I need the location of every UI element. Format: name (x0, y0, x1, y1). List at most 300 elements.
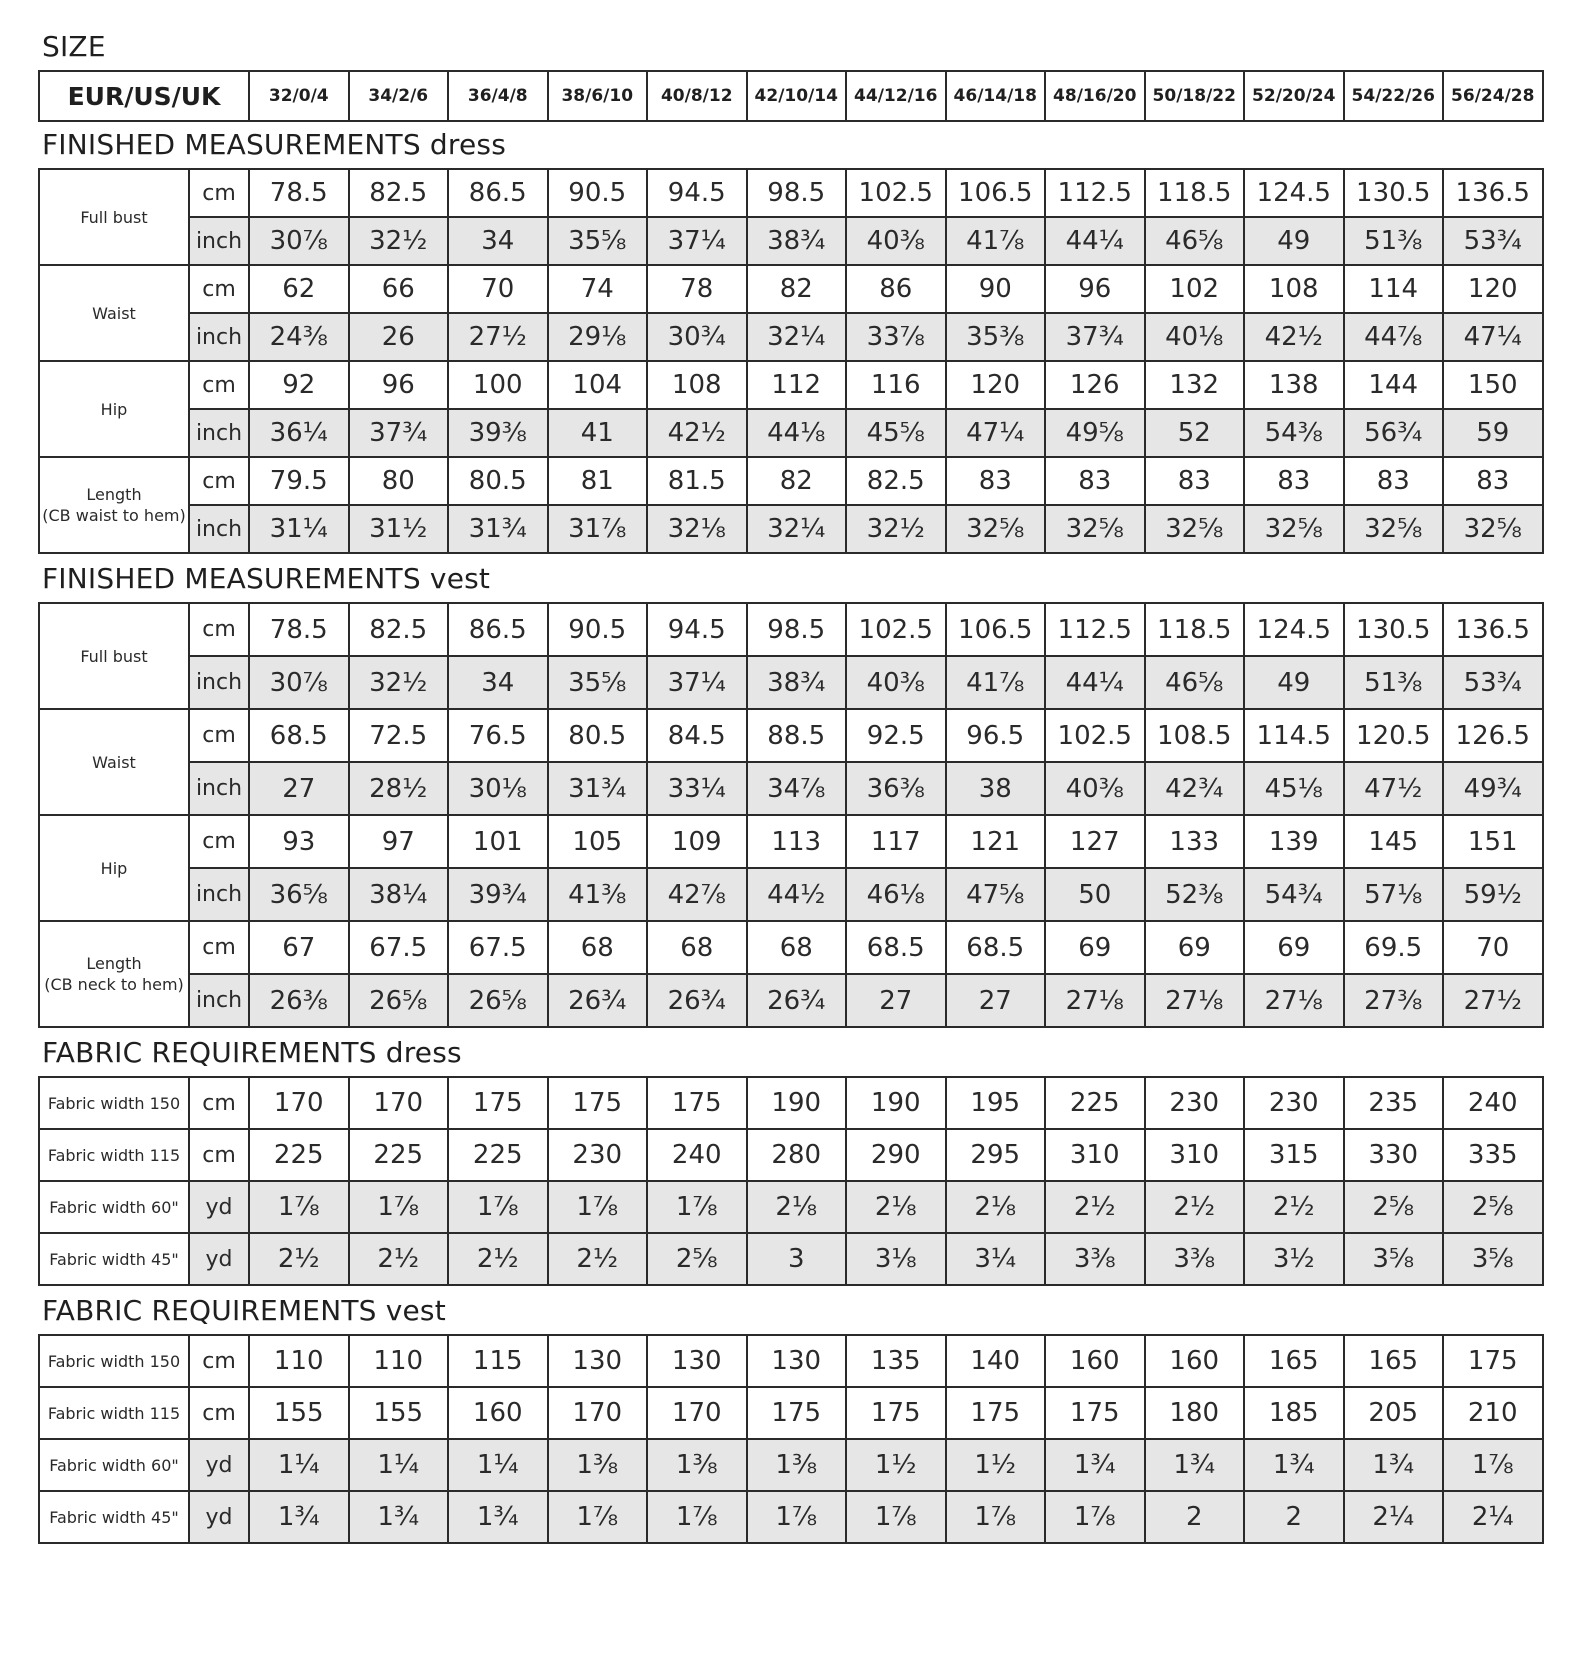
measurement-label-text: Waist (92, 752, 136, 772)
measurement-label-text: Hip (100, 858, 128, 878)
value-cell: 67.5 (349, 921, 449, 974)
fabric-width-label: Fabric width 115 (39, 1129, 189, 1181)
measurement-row (39, 361, 1543, 409)
value-cell: 86.5 (448, 603, 548, 656)
value-cell: 47½ (1344, 762, 1444, 815)
value-cell: 53¾ (1443, 217, 1543, 265)
value-cell: 1⅜ (548, 1439, 648, 1491)
unit-cell: cm (189, 1077, 249, 1129)
value-cell: 83 (1145, 457, 1245, 505)
value-cell: 140 (946, 1335, 1046, 1387)
measurement-row (39, 868, 1543, 921)
value-cell: 1⅞ (249, 1181, 349, 1233)
value-cell: 130 (548, 1335, 648, 1387)
value-cell: 3⅝ (1443, 1233, 1543, 1285)
value-cell: 155 (249, 1387, 349, 1439)
measurement-row (39, 709, 1543, 762)
unit-cell: cm (189, 169, 249, 217)
size-header-cell: 48/16/20 (1045, 71, 1145, 121)
value-cell: 80.5 (448, 457, 548, 505)
value-cell: 46⅝ (1145, 656, 1245, 709)
value-cell: 38 (946, 762, 1046, 815)
measurement-label-text: Waist (92, 303, 136, 323)
value-cell: 92 (249, 361, 349, 409)
measurement-sublabel: (CB neck to hem) (44, 975, 184, 994)
unit-cell: yd (189, 1181, 249, 1233)
measurement-row (39, 762, 1543, 815)
measurement-label-text: Length (86, 485, 142, 504)
value-cell: 78.5 (249, 603, 349, 656)
value-cell: 108 (647, 361, 747, 409)
value-cell: 170 (647, 1387, 747, 1439)
size-header-cell: 50/18/22 (1145, 71, 1245, 121)
measurement-label (39, 709, 189, 815)
value-cell: 32½ (349, 217, 449, 265)
value-cell: 26¾ (548, 974, 648, 1027)
measurement-row (39, 505, 1543, 553)
value-cell: 40⅜ (1045, 762, 1145, 815)
measurement-label-text: Hip (100, 399, 128, 419)
value-cell: 1¼ (349, 1439, 449, 1491)
value-cell: 160 (448, 1387, 548, 1439)
value-cell: 120 (1443, 265, 1543, 313)
measurement-row (39, 265, 1543, 313)
value-cell: 27½ (1443, 974, 1543, 1027)
measurement-row (39, 457, 1543, 505)
value-cell: 110 (349, 1335, 449, 1387)
value-cell: 230 (1145, 1077, 1245, 1129)
value-cell: 175 (747, 1387, 847, 1439)
unit-cell: inch (189, 656, 249, 709)
value-cell: 37¼ (647, 656, 747, 709)
value-cell: 90.5 (548, 603, 648, 656)
value-cell: 96.5 (946, 709, 1046, 762)
unit-cell: cm (189, 709, 249, 762)
value-cell: 2⅝ (1344, 1181, 1444, 1233)
value-cell: 2½ (249, 1233, 349, 1285)
value-cell: 67.5 (448, 921, 548, 974)
value-cell: 114.5 (1244, 709, 1344, 762)
value-cell: 240 (1443, 1077, 1543, 1129)
value-cell: 35⅝ (548, 656, 648, 709)
measurement-label (39, 457, 189, 553)
value-cell: 101 (448, 815, 548, 868)
value-cell: 44¼ (1045, 217, 1145, 265)
value-cell: 49¾ (1443, 762, 1543, 815)
value-cell: 53¾ (1443, 656, 1543, 709)
value-cell: 136.5 (1443, 603, 1543, 656)
value-cell: 31½ (349, 505, 449, 553)
value-cell: 40⅜ (846, 217, 946, 265)
value-cell: 127 (1045, 815, 1145, 868)
value-cell: 27⅛ (1045, 974, 1145, 1027)
value-cell: 133 (1145, 815, 1245, 868)
value-cell: 32⅝ (1145, 505, 1245, 553)
value-cell: 1¾ (1344, 1439, 1444, 1491)
size-header-cell: 54/22/26 (1344, 71, 1444, 121)
value-cell: 310 (1045, 1129, 1145, 1181)
value-cell: 59½ (1443, 868, 1543, 921)
unit-cell: cm (189, 457, 249, 505)
value-cell: 81.5 (647, 457, 747, 505)
value-cell: 335 (1443, 1129, 1543, 1181)
value-cell: 41⅜ (548, 868, 648, 921)
unit-cell: cm (189, 603, 249, 656)
unit-cell: cm (189, 265, 249, 313)
value-cell: 230 (548, 1129, 648, 1181)
value-cell: 74 (548, 265, 648, 313)
value-cell: 86.5 (448, 169, 548, 217)
finished-vest-title: FINISHED MEASUREMENTS vest (42, 562, 491, 595)
value-cell: 2½ (1045, 1181, 1145, 1233)
value-cell: 116 (846, 361, 946, 409)
value-cell: 175 (448, 1077, 548, 1129)
value-cell: 1⅞ (647, 1491, 747, 1543)
value-cell: 112.5 (1045, 169, 1145, 217)
value-cell: 44⅛ (747, 409, 847, 457)
value-cell: 205 (1344, 1387, 1444, 1439)
fabric-width-label: Fabric width 45" (39, 1233, 189, 1285)
value-cell: 1¼ (249, 1439, 349, 1491)
value-cell: 175 (1443, 1335, 1543, 1387)
value-cell: 1¾ (448, 1491, 548, 1543)
value-cell: 50 (1045, 868, 1145, 921)
value-cell: 1½ (846, 1439, 946, 1491)
value-cell: 31¾ (548, 762, 648, 815)
value-cell: 90 (946, 265, 1046, 313)
value-cell: 54¾ (1244, 868, 1344, 921)
value-cell: 42⅞ (647, 868, 747, 921)
value-cell: 83 (1244, 457, 1344, 505)
value-cell: 114 (1344, 265, 1444, 313)
value-cell: 47¼ (946, 409, 1046, 457)
value-cell: 33⅞ (846, 313, 946, 361)
value-cell: 1⅜ (747, 1439, 847, 1491)
measurement-label (39, 265, 189, 361)
value-cell: 44½ (747, 868, 847, 921)
value-cell: 2 (1244, 1491, 1344, 1543)
measurement-label (39, 361, 189, 457)
value-cell: 96 (349, 361, 449, 409)
value-cell: 26⅝ (448, 974, 548, 1027)
value-cell: 83 (1344, 457, 1444, 505)
value-cell: 68.5 (946, 921, 1046, 974)
value-cell: 1¼ (448, 1439, 548, 1491)
value-cell: 112.5 (1045, 603, 1145, 656)
value-cell: 1⅞ (349, 1181, 449, 1233)
fabric-width-label: Fabric width 45" (39, 1491, 189, 1543)
value-cell: 32⅝ (1045, 505, 1145, 553)
measurement-row (39, 656, 1543, 709)
measurement-label (39, 921, 189, 1027)
value-cell: 28½ (349, 762, 449, 815)
unit-cell: cm (189, 1129, 249, 1181)
value-cell: 130.5 (1344, 169, 1444, 217)
value-cell: 32⅝ (1244, 505, 1344, 553)
value-cell: 30⅞ (249, 217, 349, 265)
value-cell: 1¾ (1045, 1439, 1145, 1491)
value-cell: 24⅜ (249, 313, 349, 361)
value-cell: 38¾ (747, 656, 847, 709)
fabric-row (39, 1181, 1543, 1233)
value-cell: 52⅜ (1145, 868, 1245, 921)
fabric-row (39, 1439, 1543, 1491)
value-cell: 104 (548, 361, 648, 409)
value-cell: 240 (647, 1129, 747, 1181)
value-cell: 290 (846, 1129, 946, 1181)
value-cell: 51⅜ (1344, 217, 1444, 265)
measurement-sublabel: (CB waist to hem) (42, 506, 186, 525)
fabric-row (39, 1335, 1543, 1387)
value-cell: 315 (1244, 1129, 1344, 1181)
value-cell: 67 (249, 921, 349, 974)
size-section-title: SIZE (42, 30, 106, 63)
value-cell: 37¾ (349, 409, 449, 457)
value-cell: 1⅞ (548, 1491, 648, 1543)
size-header-cell: 56/24/28 (1443, 71, 1543, 121)
value-cell: 36⅜ (846, 762, 946, 815)
value-cell: 2⅝ (647, 1233, 747, 1285)
value-cell: 32⅛ (647, 505, 747, 553)
value-cell: 120 (946, 361, 1046, 409)
value-cell: 210 (1443, 1387, 1543, 1439)
value-cell: 59 (1443, 409, 1543, 457)
measurement-row (39, 921, 1543, 974)
value-cell: 32½ (846, 505, 946, 553)
value-cell: 3⅜ (1145, 1233, 1245, 1285)
value-cell: 92.5 (846, 709, 946, 762)
value-cell: 29⅛ (548, 313, 648, 361)
value-cell: 2½ (1145, 1181, 1245, 1233)
value-cell: 39⅜ (448, 409, 548, 457)
value-cell: 72.5 (349, 709, 449, 762)
value-cell: 36¼ (249, 409, 349, 457)
value-cell: 68.5 (846, 921, 946, 974)
value-cell: 175 (1045, 1387, 1145, 1439)
value-cell: 97 (349, 815, 449, 868)
value-cell: 27 (846, 974, 946, 1027)
value-cell: 170 (548, 1387, 648, 1439)
finished-vest-table (38, 602, 1544, 1028)
value-cell: 144 (1344, 361, 1444, 409)
value-cell: 82 (747, 265, 847, 313)
value-cell: 3⅜ (1045, 1233, 1145, 1285)
value-cell: 38¼ (349, 868, 449, 921)
value-cell: 31¼ (249, 505, 349, 553)
value-cell: 27 (946, 974, 1046, 1027)
value-cell: 49⅝ (1045, 409, 1145, 457)
value-cell: 126 (1045, 361, 1145, 409)
fabric-row (39, 1387, 1543, 1439)
value-cell: 112 (747, 361, 847, 409)
value-cell: 115 (448, 1335, 548, 1387)
value-cell: 26¾ (747, 974, 847, 1027)
unit-cell: inch (189, 762, 249, 815)
value-cell: 1¾ (1145, 1439, 1245, 1491)
size-header-cell: 36/4/8 (448, 71, 548, 121)
value-cell: 102.5 (846, 603, 946, 656)
value-cell: 2½ (1244, 1181, 1344, 1233)
value-cell: 225 (448, 1129, 548, 1181)
size-header-cell: 38/6/10 (548, 71, 648, 121)
size-header-row (39, 71, 1543, 121)
value-cell: 330 (1344, 1129, 1444, 1181)
value-cell: 34⅞ (747, 762, 847, 815)
unit-cell: inch (189, 409, 249, 457)
measurement-row (39, 603, 1543, 656)
value-cell: 62 (249, 265, 349, 313)
measurement-row (39, 974, 1543, 1027)
value-cell: 139 (1244, 815, 1344, 868)
measurement-label (39, 815, 189, 921)
value-cell: 3⅛ (846, 1233, 946, 1285)
fabric-dress-title: FABRIC REQUIREMENTS dress (42, 1036, 462, 1069)
size-header-cell: 32/0/4 (249, 71, 349, 121)
value-cell: 83 (946, 457, 1046, 505)
value-cell: 136.5 (1443, 169, 1543, 217)
value-cell: 102.5 (1045, 709, 1145, 762)
value-cell: 45⅛ (1244, 762, 1344, 815)
value-cell: 68 (747, 921, 847, 974)
value-cell: 2 (1145, 1491, 1245, 1543)
value-cell: 56¾ (1344, 409, 1444, 457)
value-cell: 165 (1244, 1335, 1344, 1387)
value-cell: 26 (349, 313, 449, 361)
unit-cell: inch (189, 505, 249, 553)
fabric-row (39, 1491, 1543, 1543)
size-table (38, 70, 1544, 122)
value-cell: 175 (647, 1077, 747, 1129)
unit-cell: cm (189, 1335, 249, 1387)
value-cell: 1⅞ (647, 1181, 747, 1233)
value-cell: 68.5 (249, 709, 349, 762)
value-cell: 130 (747, 1335, 847, 1387)
unit-cell: inch (189, 868, 249, 921)
value-cell: 170 (349, 1077, 449, 1129)
measurement-label-text: Length (86, 954, 142, 973)
value-cell: 42¾ (1145, 762, 1245, 815)
value-cell: 57⅛ (1344, 868, 1444, 921)
unit-cell: inch (189, 217, 249, 265)
fabric-row (39, 1233, 1543, 1285)
value-cell: 106.5 (946, 169, 1046, 217)
value-cell: 49 (1244, 656, 1344, 709)
value-cell: 150 (1443, 361, 1543, 409)
value-cell: 94.5 (647, 169, 747, 217)
value-cell: 27⅛ (1145, 974, 1245, 1027)
value-cell: 37¾ (1045, 313, 1145, 361)
value-cell: 69 (1244, 921, 1344, 974)
value-cell: 185 (1244, 1387, 1344, 1439)
value-cell: 26⅜ (249, 974, 349, 1027)
fabric-width-label: Fabric width 150 (39, 1335, 189, 1387)
value-cell: 36⅝ (249, 868, 349, 921)
unit-cell: yd (189, 1439, 249, 1491)
value-cell: 102.5 (846, 169, 946, 217)
unit-cell: inch (189, 974, 249, 1027)
value-cell: 70 (1443, 921, 1543, 974)
value-cell: 130 (647, 1335, 747, 1387)
size-header-cell: 46/14/18 (946, 71, 1046, 121)
value-cell: 41 (548, 409, 648, 457)
value-cell: 98.5 (747, 169, 847, 217)
value-cell: 1¾ (349, 1491, 449, 1543)
value-cell: 27 (249, 762, 349, 815)
value-cell: 34 (448, 656, 548, 709)
value-cell: 1⅜ (647, 1439, 747, 1491)
value-cell: 1⅞ (448, 1181, 548, 1233)
value-cell: 1⅞ (1443, 1439, 1543, 1491)
measurement-row (39, 313, 1543, 361)
value-cell: 1⅞ (946, 1491, 1046, 1543)
size-chart-page (38, 30, 1542, 1544)
value-cell: 2⅛ (747, 1181, 847, 1233)
value-cell: 30¾ (647, 313, 747, 361)
value-cell: 121 (946, 815, 1046, 868)
value-cell: 100 (448, 361, 548, 409)
value-cell: 32⅝ (1443, 505, 1543, 553)
value-cell: 3 (747, 1233, 847, 1285)
value-cell: 69.5 (1344, 921, 1444, 974)
value-cell: 31⅞ (548, 505, 648, 553)
value-cell: 30⅛ (448, 762, 548, 815)
value-cell: 93 (249, 815, 349, 868)
value-cell: 175 (548, 1077, 648, 1129)
value-cell: 1⅞ (548, 1181, 648, 1233)
size-system-label: EUR/US/UK (39, 71, 249, 121)
value-cell: 2½ (349, 1233, 449, 1285)
value-cell: 135 (846, 1335, 946, 1387)
value-cell: 90.5 (548, 169, 648, 217)
value-cell: 38¾ (747, 217, 847, 265)
value-cell: 32½ (349, 656, 449, 709)
value-cell: 98.5 (747, 603, 847, 656)
measurement-label-text: Full bust (80, 646, 148, 666)
value-cell: 47⅝ (946, 868, 1046, 921)
value-cell: 42½ (1244, 313, 1344, 361)
value-cell: 94.5 (647, 603, 747, 656)
value-cell: 84.5 (647, 709, 747, 762)
value-cell: 35⅝ (548, 217, 648, 265)
value-cell: 96 (1045, 265, 1145, 313)
value-cell: 120.5 (1344, 709, 1444, 762)
value-cell: 30⅞ (249, 656, 349, 709)
value-cell: 170 (249, 1077, 349, 1129)
value-cell: 2⅛ (846, 1181, 946, 1233)
value-cell: 47¼ (1443, 313, 1543, 361)
value-cell: 76.5 (448, 709, 548, 762)
measurement-label-text: Full bust (80, 207, 148, 227)
value-cell: 1¾ (1244, 1439, 1344, 1491)
value-cell: 88.5 (747, 709, 847, 762)
value-cell: 225 (249, 1129, 349, 1181)
value-cell: 102 (1145, 265, 1245, 313)
value-cell: 79.5 (249, 457, 349, 505)
value-cell: 51⅜ (1344, 656, 1444, 709)
value-cell: 225 (349, 1129, 449, 1181)
unit-cell: cm (189, 815, 249, 868)
value-cell: 26⅝ (349, 974, 449, 1027)
fabric-width-label: Fabric width 150 (39, 1077, 189, 1129)
value-cell: 109 (647, 815, 747, 868)
value-cell: 175 (946, 1387, 1046, 1439)
size-header-cell: 34/2/6 (349, 71, 449, 121)
value-cell: 78 (647, 265, 747, 313)
value-cell: 3¼ (946, 1233, 1046, 1285)
value-cell: 49 (1244, 217, 1344, 265)
value-cell: 44⅞ (1344, 313, 1444, 361)
measurement-row (39, 815, 1543, 868)
